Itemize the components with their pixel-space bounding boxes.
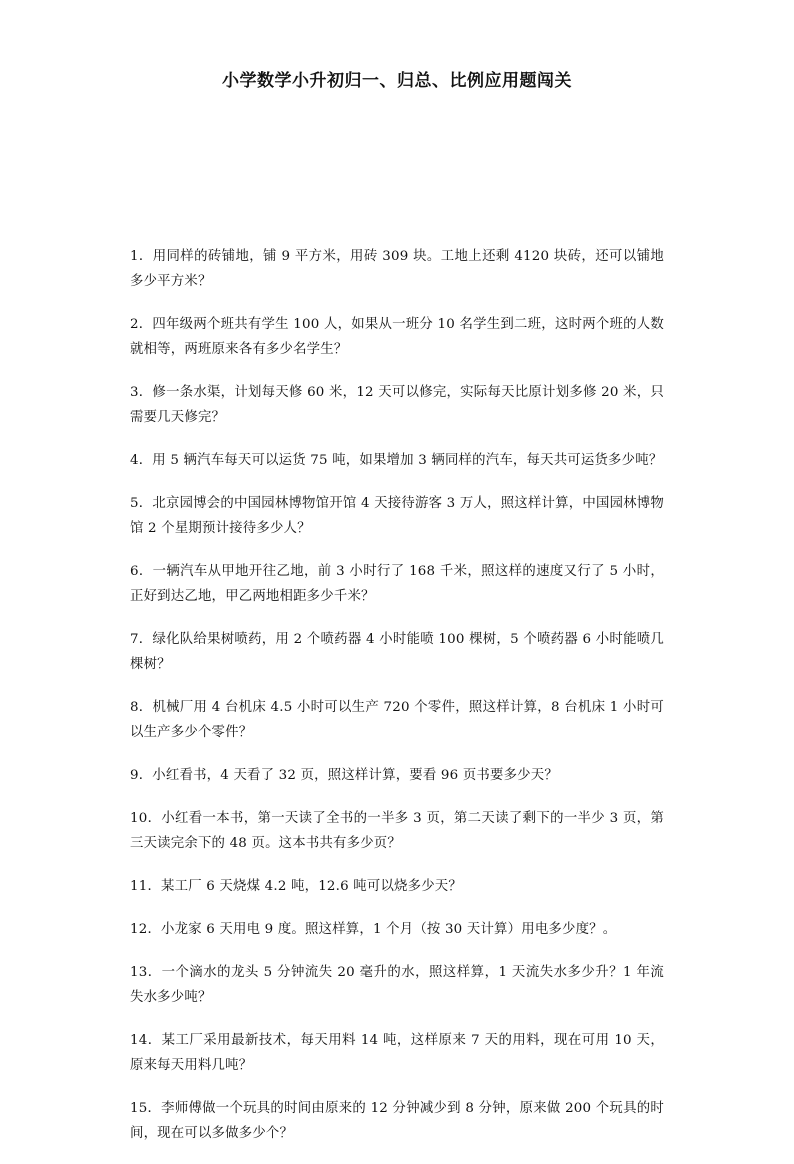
question-item: 5．北京园博会的中国园林博物馆开馆 4 天接待游客 3 万人，照这样计算，中国园林博物馆 2 个星期预计接待多少人？ bbox=[130, 496, 664, 536]
question-item: 15．李师傅做一个玩具的时间由原来的 12 分钟减少到 8 分钟，原来做 200 个玩具的时间，现在可以多做多少个？ bbox=[130, 1101, 664, 1141]
question-item: 6．一辆汽车从甲地开往乙地，前 3 小时行了 168 千米，照这样的速度又行了 5 小时，正好到达乙地，甲乙两地相距多少千米？ bbox=[130, 564, 664, 604]
question-item: 9．小红看书，4 天看了 32 页，照这样计算，要看 96 页书要多少天？ bbox=[130, 768, 558, 783]
question-item: 2．四年级两个班共有学生 100 人，如果从一班分 10 名学生到二班，这时两个班的人数就相等，两班原来各有多少名学生？ bbox=[130, 317, 664, 357]
question-item: 8．机械厂用 4 台机床 4.5 小时可以生产 720 个零件，照这样计算，8 台机床 1 小时可以生产多少个零件？ bbox=[130, 700, 664, 740]
question-item: 12．小龙家 6 天用电 9 度。照这样算，1 个月（按 30 天计算）用电多少度？。 bbox=[130, 922, 617, 937]
question-item: 3．修一条水渠，计划每天修 60 米，12 天可以修完，实际每天比原计划多修 20 米，只需要几天修完？ bbox=[130, 385, 664, 425]
page-title: 小学数学小升初归一、归总、比例应用题闯关 bbox=[222, 71, 572, 91]
question-item: 10．小红看一本书，第一天读了全书的一半多 3 页，第二天读了剩下的一半少 3 页，第三天读完余下的 48 页。这本书共有多少页？ bbox=[130, 811, 664, 851]
question-item: 14．某工厂采用最新技术，每天用料 14 吨，这样原来 7 天的用料，现在可用 10 天，原来每天用料几吨？ bbox=[130, 1033, 664, 1073]
question-item: 4．用 5 辆汽车每天可以运货 75 吨，如果增加 3 辆同样的汽车，每天共可运货多少吨？ bbox=[130, 453, 663, 468]
question-item: 13．一个滴水的龙头 5 分钟流失 20 毫升的水，照这样算，1 天流失水多少升？1 年流失水多少吨？ bbox=[130, 965, 664, 1005]
question-list bbox=[130, 244, 664, 1164]
question-item: 7．绿化队给果树喷药，用 2 个喷药器 4 小时能喷 100 棵树，5 个喷药器 6 小时能喷几棵树？ bbox=[130, 632, 664, 672]
question-item: 1．用同样的砖铺地，铺 9 平方米，用砖 309 块。工地上还剩 4120 块砖，还可以铺地多少平方米？ bbox=[130, 249, 664, 289]
question-item: 11．某工厂 6 天烧煤 4.2 吨，12.6 吨可以烧多少天？ bbox=[130, 879, 462, 894]
